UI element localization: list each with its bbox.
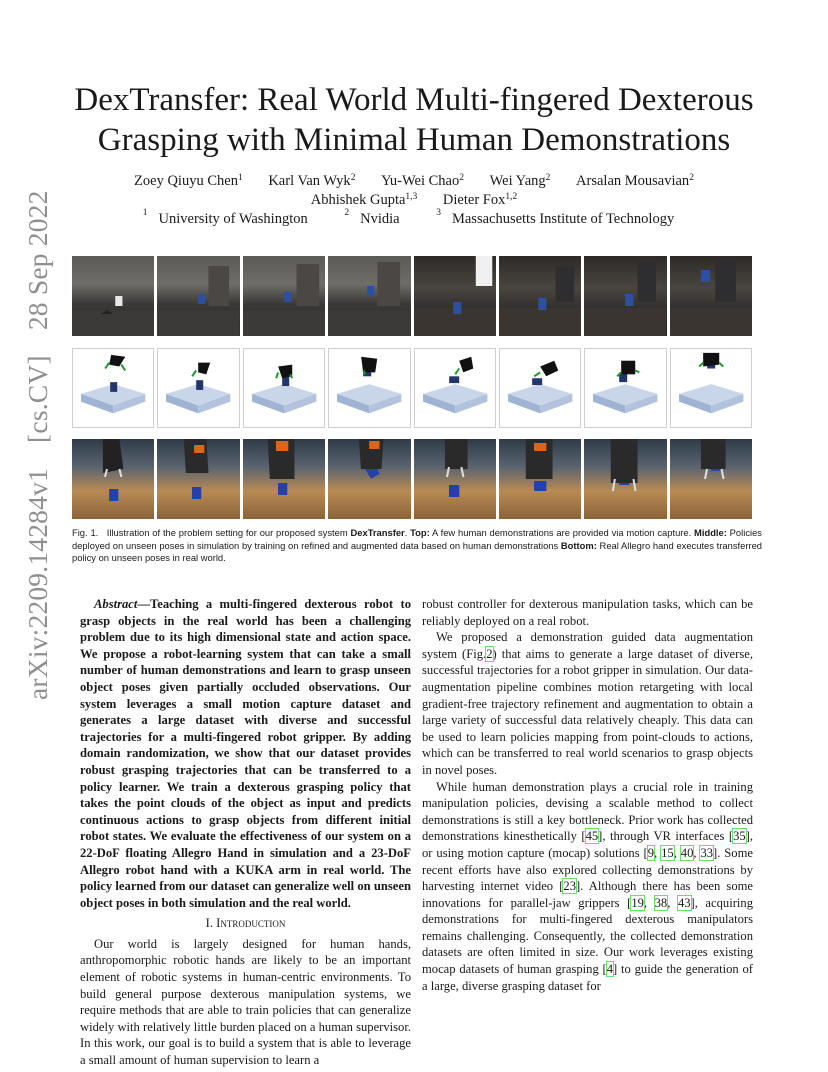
paper-title: DexTransfer: Real World Multi-fingered Dexterous Grasping with Minimal Human Demonstrations — [74, 82, 754, 158]
figure-row-real-robot — [72, 439, 752, 519]
abstract: Abstract—Teaching a multi-fingered dexterous robot to grasp objects in the real world has been a challenging problem due to its high dimensional state and action space. We propose a robot-learning system that can take a small number of human demonstrations and learn to grasp unseen object poses given partially occluded observations. Our system leverages a small motion capture dataset and generates a large dataset with diverse and successful trajectories for a multi-fingered robot gripper. By adding domain randomization, we show that our dataset provides robust grasping trajectories that can be transferred to a policy learner. We train a dexterous grasping policy that takes the point clouds of the object as input and predicts continuous actions to grasp objects from different initial robot states. We evaluate the effectiveness of our system on a 22-DoF floating Allegro Hand in simulation and a 23-DoF Allegro robot hand with a KUKA arm in real world. The policy learned from our dataset can generalize well on unseen object poses in both simulation and the real world. — [80, 597, 411, 910]
demo-photo — [670, 256, 752, 336]
demo-photo — [243, 256, 325, 336]
figure-ref-link[interactable]: 2 — [486, 646, 493, 661]
author: Wei Yang$^2$ — [489, 173, 551, 189]
arxiv-date: 28 Sep 2022 — [22, 190, 53, 331]
robot-photo — [328, 439, 410, 519]
sim-render — [670, 348, 752, 428]
citation-link[interactable]: 4 — [606, 962, 614, 977]
left-column — [80, 596, 411, 1069]
demo-photo — [584, 256, 666, 336]
sim-render — [414, 348, 496, 428]
author: Abhishek Gupta$^{1,3}$ — [310, 192, 418, 208]
robot-photo — [243, 439, 325, 519]
citation-link[interactable]: 19 — [631, 895, 644, 910]
paragraph: robust controller for dexterous manipulation tasks, which can be reliably deployed on a real robot. — [422, 597, 753, 628]
author: Zoey Qiuyu Chen$^1$ — [134, 173, 243, 189]
citation-link[interactable]: 33 — [700, 845, 714, 860]
citation-link[interactable]: 35 — [733, 829, 746, 844]
arxiv-id: arXiv:2209.14284v1 — [22, 468, 53, 700]
author: Karl Van Wyk$^2$ — [268, 173, 356, 189]
section-heading: I. Introduction — [205, 916, 286, 931]
affiliation: $^1$ University of Washington — [142, 208, 308, 227]
author: Dieter Fox$^{1,2}$ — [442, 192, 518, 208]
robot-photo — [157, 439, 239, 519]
robot-photo — [414, 439, 496, 519]
paragraph: While human demonstration plays a crucial role in training manipulation policies, devising a scalable method to collect demonstrations is still a key bottleneck. Prior work has collected demonstrations kinesthetically [45], through VR interfaces [35], or using motion capture (mocap) solutions [9, 15, 40, 33]. Some recent efforts have also explored collecting demonstrations by harvesting internet video [23]. Although there has been some innovations for parallel-jaw grippers [19, 38, 43], acquiring demonstrations for multi-fingered dexterous manipulators remains challenging. Consequently, the collected demonstration datasets are often limited in size. Our work leverages existing mocap datasets of human grasping [4] to guide the generation of a large, diverse grasping dataset for — [422, 779, 754, 993]
robot-photo — [72, 439, 154, 519]
robot-photo — [584, 439, 666, 519]
paragraph: We proposed a demonstration guided data augmentation system (Fig.2) that aims to generate a large dataset of diverse, successful trajectories for a robot gripper in simulation. Our data-augmentation pipeline combines motion retargeting with local gradient-free trajectory refinement and augmentation to obtain a large variety of successful data relatively cheaply. This data can be used to learn policies mapping from point-clouds to actions, which can be transferred to real world scenarios to grasp objects in novel poses. — [422, 630, 753, 777]
demo-photo — [328, 256, 410, 336]
sim-render — [584, 348, 666, 428]
sim-render — [328, 348, 410, 428]
citation-link[interactable]: 45 — [585, 829, 599, 844]
robot-photo — [670, 439, 752, 519]
affiliations — [70, 208, 758, 228]
arxiv-stamp — [22, 190, 58, 700]
demo-photo — [157, 256, 239, 336]
intro-paragraph: Our world is largely designed for human hands, anthropomorphic robotic hands are likely to be an important element of robotic systems in human-centric environments. To build general purpose dexterous manipulation systems, we require methods that are able to train policies that can generalize widely with relatively little burden placed on a human supervisor. In this work, our goal is to build a system that is able to leverage a small amount of human supervision to learn a — [80, 936, 411, 1068]
affiliation: $^2$ Nvidia — [344, 208, 400, 227]
citation-link[interactable]: 15 — [661, 845, 674, 860]
citation-link[interactable]: 40 — [680, 845, 694, 860]
figure-row-human-demos — [72, 256, 752, 336]
arxiv-category: [cs.CV] — [22, 355, 53, 443]
right-column — [422, 596, 753, 994]
citation-link[interactable]: 38 — [654, 895, 668, 910]
sim-render — [243, 348, 325, 428]
author-list — [70, 172, 758, 210]
citation-link[interactable]: 43 — [677, 895, 691, 910]
demo-photo — [414, 256, 496, 336]
author: Yu-Wei Chao$^2$ — [381, 173, 464, 189]
figure-row-simulation — [72, 348, 752, 428]
robot-photo — [499, 439, 581, 519]
sim-render — [499, 348, 581, 428]
citation-link[interactable]: 23 — [563, 879, 576, 894]
author: Arsalan Mousavian$^2$ — [576, 173, 694, 189]
citation-link[interactable]: 9 — [647, 845, 655, 860]
affiliation: $^3$ Massachusetts Institute of Technology — [436, 208, 675, 227]
demo-photo — [72, 256, 154, 336]
demo-photo — [499, 256, 581, 336]
figure-caption: Fig. 1. Illustration of the problem setting for our proposed system DexTransfer. Top: A few human demonstrations are provided via motion capture. Middle: Policies deployed on unseen poses in simulation by training on refined and augmented data based on human demonstrations Bottom: Real Allegro hand executes transferred policy on unseen poses in real world. — [72, 527, 762, 564]
sim-render — [157, 348, 239, 428]
figure-1 — [72, 256, 752, 521]
sim-render — [72, 348, 154, 428]
